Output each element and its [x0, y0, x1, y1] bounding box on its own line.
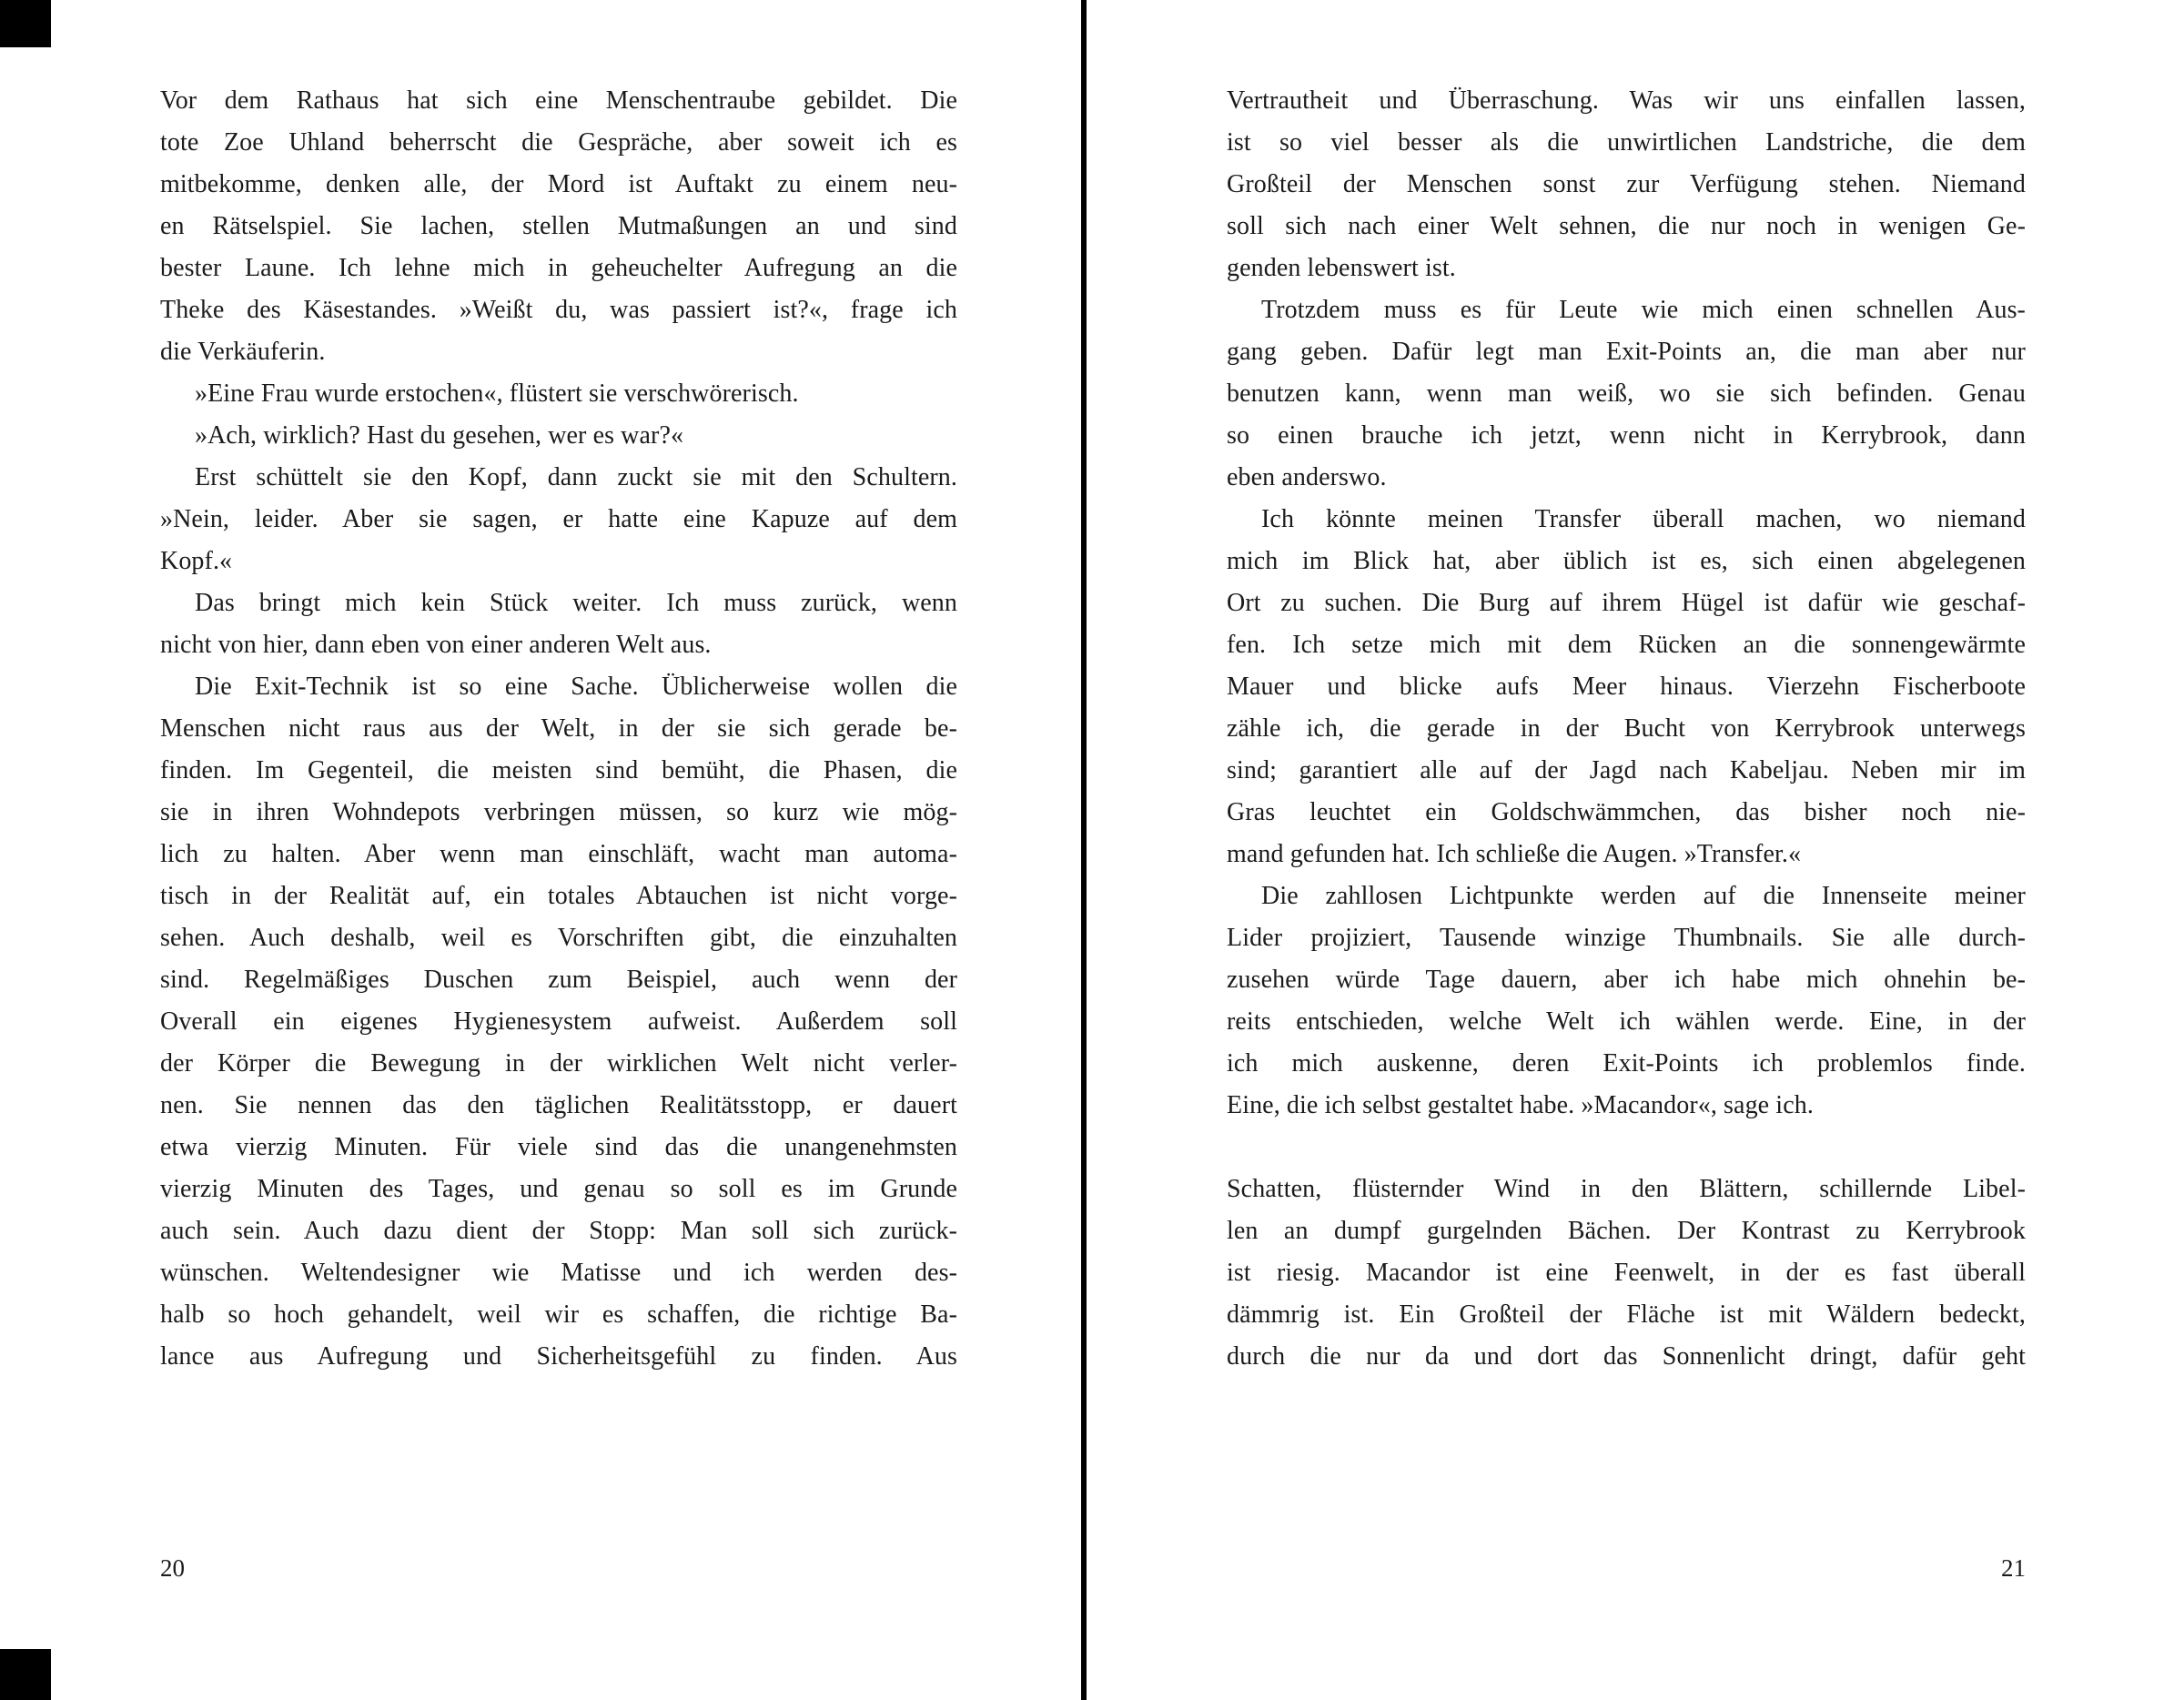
- text-line: genden lebenswert ist.: [1227, 254, 1456, 282]
- text-line: Menschen nicht raus aus der Welt, in der sie sich gerade be-: [160, 714, 957, 743]
- text-line: finden. Im Gegenteil, die meisten sind bemüht, die Phasen, die: [160, 756, 957, 784]
- text-line: fen. Ich setze mich mit dem Rücken an die sonnengewärmte: [1227, 631, 2026, 659]
- page-number-right: 21: [2001, 1554, 2026, 1582]
- text-line: Trotzdem muss es für Leute wie mich einen schnellen Aus-: [1261, 296, 2026, 324]
- text-line: Eine, die ich selbst gestaltet habe. »Macandor«, sage ich.: [1227, 1091, 1814, 1119]
- text-line: reits entschieden, welche Welt ich wählen werde. Eine, in der: [1227, 1007, 2026, 1036]
- text-line: benutzen kann, wenn man weiß, wo sie sich befinden. Genau: [1227, 379, 2026, 408]
- text-line: »Ach, wirklich? Hast du gesehen, wer es war?«: [195, 421, 684, 450]
- text-line: ist riesig. Macandor ist eine Feenwelt, in der es fast überall: [1227, 1259, 2026, 1287]
- text-line: en Rätselspiel. Sie lachen, stellen Mutmaßungen an und sind: [160, 212, 957, 240]
- text-line: zusehen würde Tage dauern, aber ich habe mich ohnehin be-: [1227, 966, 2026, 994]
- text-line: Vor dem Rathaus hat sich eine Menschentraube gebildet. Die: [160, 86, 957, 115]
- paragraph: [160, 582, 957, 666]
- paragraph: [160, 373, 957, 415]
- text-line: mand gefunden hat. Ich schließe die Augen. »Transfer.«: [1227, 840, 1802, 868]
- text-line: so einen brauche ich jetzt, wenn nicht in Kerrybrook, dann: [1227, 421, 2026, 450]
- text-line: Overall ein eigenes Hygienesystem aufweist. Außerdem soll: [160, 1007, 957, 1036]
- text-line: Vertrautheit und Überraschung. Was wir uns einfallen lassen,: [1227, 86, 2026, 115]
- text-line: dämmrig ist. Ein Großteil der Fläche ist mit Wäldern bedeckt,: [1227, 1300, 2026, 1329]
- text-line: nen. Sie nennen das den täglichen Realitätsstopp, er dauert: [160, 1091, 957, 1119]
- text-line: lich zu halten. Aber wenn man einschläft, wacht man automa-: [160, 840, 957, 868]
- text-line: sie in ihren Wohndepots verbringen müssen, so kurz wie mög-: [160, 798, 957, 826]
- text-line: sind. Regelmäßiges Duschen zum Beispiel, auch wenn der: [160, 966, 957, 994]
- text-line: Das bringt mich kein Stück weiter. Ich muss zurück, wenn: [195, 589, 957, 617]
- text-line: »Nein, leider. Aber sie sagen, er hatte eine Kapuze auf dem: [160, 505, 957, 533]
- text-line: mitbekomme, denken alle, der Mord ist Auftakt zu einem neu-: [160, 170, 957, 198]
- text-line: ist so viel besser als die unwirtlichen Landstriche, die dem: [1227, 128, 2026, 157]
- text-line: Schatten, flüsternder Wind in den Blättern, schillernde Libel-: [1227, 1175, 2026, 1203]
- paragraph: [1227, 80, 2026, 289]
- text-line: Die Exit-Technik ist so eine Sache. Üblicherweise wollen die: [195, 673, 957, 701]
- text-line: Großteil der Menschen sonst zur Verfügung stehen. Niemand: [1227, 170, 2026, 198]
- text-line: vierzig Minuten des Tages, und genau so soll es im Grunde: [160, 1175, 957, 1203]
- text-line: der Körper die Bewegung in der wirklichen Welt nicht verler-: [160, 1049, 957, 1078]
- text-line: tisch in der Realität auf, ein totales Abtauchen ist nicht vorge-: [160, 882, 957, 910]
- paragraph: [1227, 875, 2026, 1127]
- text-line: Gras leuchtet ein Goldschwämmchen, das bisher noch nie-: [1227, 798, 2026, 826]
- page-number-left: 20: [160, 1554, 185, 1582]
- text-line: Ort zu suchen. Die Burg auf ihrem Hügel ist dafür wie geschaf-: [1227, 589, 2026, 617]
- text-line: eben anderswo.: [1227, 463, 1387, 491]
- paragraph: [1227, 499, 2026, 875]
- text-line: lance aus Aufregung und Sicherheitsgefühl zu finden. Aus: [160, 1342, 957, 1371]
- paragraph: [160, 415, 957, 457]
- paragraph: [1227, 289, 2026, 499]
- text-line: Erst schüttelt sie den Kopf, dann zuckt sie mit den Schultern.: [195, 463, 957, 491]
- text-line: sind; garantiert alle auf der Jagd nach Kabeljau. Neben mir im: [1227, 756, 2026, 784]
- text-line: zähle ich, die gerade in der Bucht von Kerrybrook unterwegs: [1227, 714, 2026, 743]
- text-line: etwa vierzig Minuten. Für viele sind das die unangenehmsten: [160, 1133, 957, 1161]
- text-line: ich mich auskenne, deren Exit-Points ich problemlos finde.: [1227, 1049, 2026, 1078]
- text-line: »Eine Frau wurde erstochen«, flüstert sie verschwörerisch.: [195, 379, 799, 408]
- text-line: durch die nur da und dort das Sonnenlicht dringt, dafür geht: [1227, 1342, 2026, 1371]
- text-line: wünschen. Weltendesigner wie Matisse und ich werden des-: [160, 1259, 957, 1287]
- page-left-text-block: [160, 80, 957, 1378]
- text-line: die Verkäuferin.: [160, 338, 326, 366]
- scan-artifact-bottom-left: [0, 1649, 51, 1700]
- text-line: Ich könnte meinen Transfer überall machen, wo niemand: [1261, 505, 2026, 533]
- paragraph: [1227, 1169, 2026, 1378]
- page-right-text-block: [1227, 80, 2026, 1378]
- text-line: mich im Blick hat, aber üblich ist es, sich einen abgelegenen: [1227, 547, 2026, 575]
- text-line: Theke des Käsestandes. »Weißt du, was passiert ist?«, frage ich: [160, 296, 957, 324]
- text-line: Kopf.«: [160, 547, 233, 575]
- text-line: gang geben. Dafür legt man Exit-Points an, die man aber nur: [1227, 338, 2026, 366]
- text-line: bester Laune. Ich lehne mich in geheuchelter Aufregung an die: [160, 254, 957, 282]
- text-line: tote Zoe Uhland beherrscht die Gespräche, aber soweit ich es: [160, 128, 957, 157]
- paragraph: [160, 666, 957, 1378]
- text-line: soll sich nach einer Welt sehnen, die nur noch in wenigen Ge-: [1227, 212, 2026, 240]
- text-line: auch sein. Auch dazu dient der Stopp: Man soll sich zurück-: [160, 1217, 957, 1245]
- text-line: Mauer und blicke aufs Meer hinaus. Vierzehn Fischerboote: [1227, 673, 2026, 701]
- text-line: Die zahllosen Lichtpunkte werden auf die Innenseite meiner: [1261, 882, 2026, 910]
- text-line: Lider projiziert, Tausende winzige Thumbnails. Sie alle durch-: [1227, 924, 2026, 952]
- text-line: sehen. Auch deshalb, weil es Vorschriften gibt, die einzuhalten: [160, 924, 957, 952]
- scan-artifact-top-left: [0, 0, 51, 47]
- text-line: len an dumpf gurgelnden Bächen. Der Kontrast zu Kerrybrook: [1227, 1217, 2026, 1245]
- text-line: halb so hoch gehandelt, weil wir es schaffen, die richtige Ba-: [160, 1300, 957, 1329]
- paragraph: [160, 80, 957, 373]
- paragraph: [160, 457, 957, 582]
- page-gutter-divider: [1081, 0, 1087, 1700]
- text-line: nicht von hier, dann eben von einer anderen Welt aus.: [160, 631, 712, 659]
